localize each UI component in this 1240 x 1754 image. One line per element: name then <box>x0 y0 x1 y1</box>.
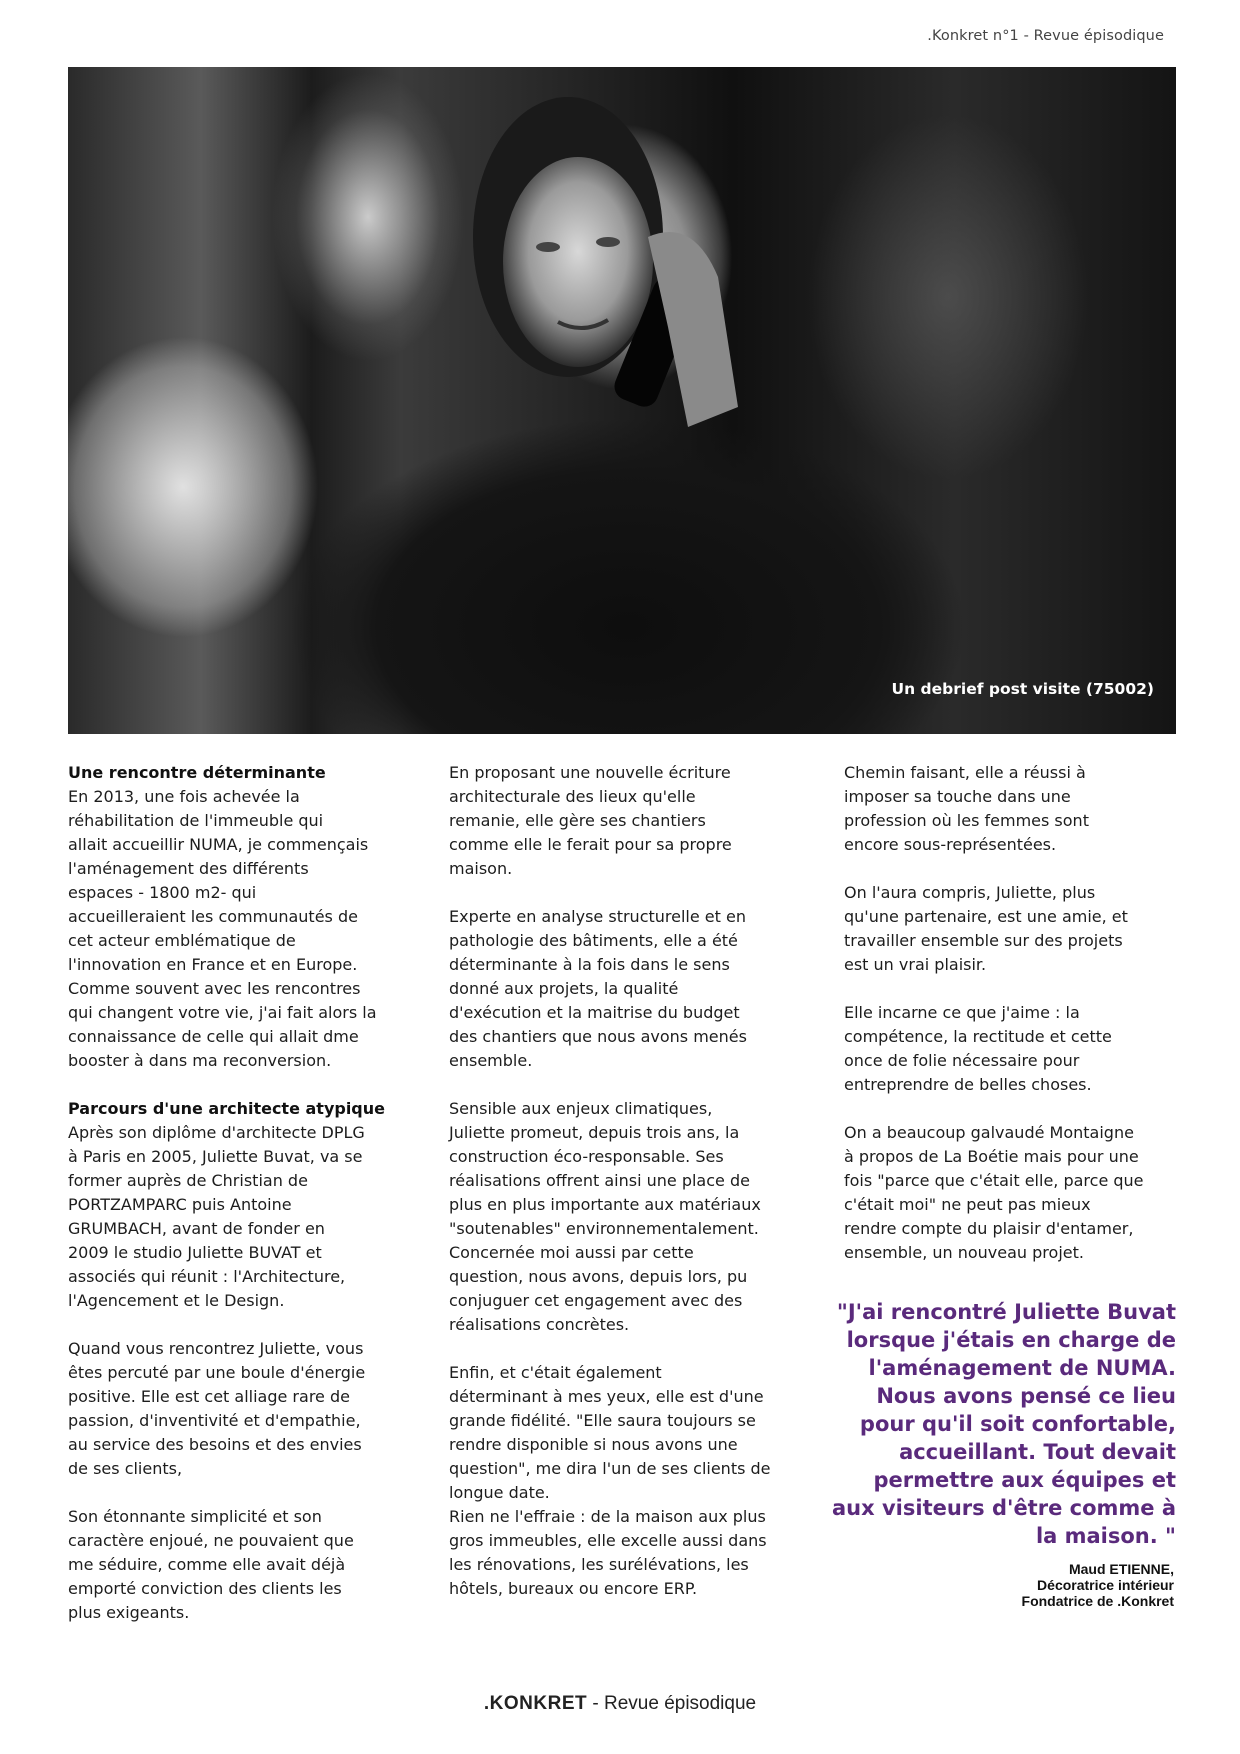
article-column-3 <box>844 761 1164 1289</box>
page-footer <box>0 1693 1240 1715</box>
paragraph: On a beaucoup galvaudé Montaigne à propos de La Boétie mais pour une fois "parce que c'était elle, parce que c'était moi" ne peut pas mieux rendre compte du plaisir d'entamer, ensemble, un nouveau projet. <box>844 1123 1144 1262</box>
brand-logo: .KONKRET <box>483 1693 588 1714</box>
footer-suffix: - Revue épisodique <box>587 1693 757 1714</box>
paragraph: On l'aura compris, Juliette, plus qu'une partenaire, est une amie, et travailler ensemble sur des projets est un vrai plaisir. <box>844 883 1128 974</box>
paragraph: Experte en analyse structurelle et en pathologie des bâtiments, elle a été déterminante à la fois dans le sens donné aux projets, la qualité d'exécution et la maitrise du budget des chantiers que nous avons menés ensemble. <box>449 907 747 1070</box>
paragraph: Son étonnante simplicité et son caractère enjoué, ne pouvaient que me séduire, comme elle avait déjà emporté conviction des clients les plus exigeants. <box>68 1507 354 1622</box>
quote-signature <box>1022 1561 1174 1609</box>
paragraph: Enfin, et c'était également déterminant à mes yeux, elle est d'une grande fidélité. "Elle saura toujours se rendre disponible si nous avons une question", me dira l'un de ses clients de longue date. Rien ne l'effraie : de la maison aux plus gros immeubles, elle excelle aussi dans les rénovations, les surélévations, les hôtels, bureaux ou encore ERP. <box>449 1363 771 1598</box>
section-heading: Parcours d'une architecte atypique <box>68 1099 385 1118</box>
article-column-1 <box>68 761 408 1649</box>
signature-name: Maud ETIENNE, <box>1068 1561 1174 1577</box>
signature-title: Fondatrice de .Konkret <box>1021 1593 1174 1609</box>
photo-caption: Un debrief post visite (75002) <box>891 680 1154 698</box>
paragraph: Elle incarne ce que j'aime : la compétence, la rectitude et cette once de folie nécessaire pour entreprendre de belles choses. <box>844 1003 1112 1094</box>
running-header: .Konkret n°1 - Revue épisodique <box>927 28 1164 44</box>
article-column-2 <box>449 761 805 1625</box>
paragraph: Sensible aux enjeux climatiques, Juliette promeut, depuis trois ans, la construction éco-responsable. Ses réalisations offrent ainsi une place de plus en plus importante aux matériaux "soutenables" environnementalement. Concernée moi aussi par cette question, nous avons, depuis lors, pu conjuguer cet engagement avec des réalisations concrètes. <box>449 1099 761 1334</box>
photo-woman-on-phone <box>418 77 798 497</box>
paragraph: En 2013, une fois achevée la réhabilitation de l'immeuble qui allait accueillir NUMA, je commençais l'aménagement des différents espaces - 1800 m2- qui accueilleraient les communautés de cet acteur emblématique de l'innovation en France et en Europe. Comme souvent avec les rencontres qui changent votre vie, j'ai fait alors la connaissance de celle qui allait dme booster à dans ma reconversion. <box>68 787 377 1070</box>
feature-photo <box>68 67 1176 734</box>
paragraph: Après son diplôme d'architecte DPLG à Paris en 2005, Juliette Buvat, va se former auprès de Christian de PORTZAMPARC puis Antoine GRUMBACH, avant de fonder en 2009 le studio Juliette BUVAT et associés qui réunit : l'Architecture, l'Agencement et le Design. <box>68 1123 365 1310</box>
paragraph: Chemin faisant, elle a réussi à imposer sa touche dans une profession où les femmes sont encore sous-représentées. <box>844 763 1089 854</box>
paragraph: En proposant une nouvelle écriture architecturale des lieux qu'elle remanie, elle gère ses chantiers comme elle le ferait pour sa propre maison. <box>449 763 732 878</box>
paragraph: Quand vous rencontrez Juliette, vous êtes percuté par une boule d'énergie positive. Elle est cet alliage rare de passion, d'inventivité et d'empathie, au service des besoins et des envies de ses clients, <box>68 1339 366 1478</box>
signature-role: Décoratrice intérieur <box>1037 1577 1174 1593</box>
section-heading: Une rencontre déterminante <box>68 763 326 782</box>
pull-quote: "J'ai rencontré Juliette Buvat lorsque j'étais en charge de l'aménagement de NUMA. Nous avons pensé ce lieu pour qu'il soit confortable, accueillant. Tout devait permettre aux équipes et aux visiteurs d'être comme à la maison. " <box>832 1300 1176 1548</box>
